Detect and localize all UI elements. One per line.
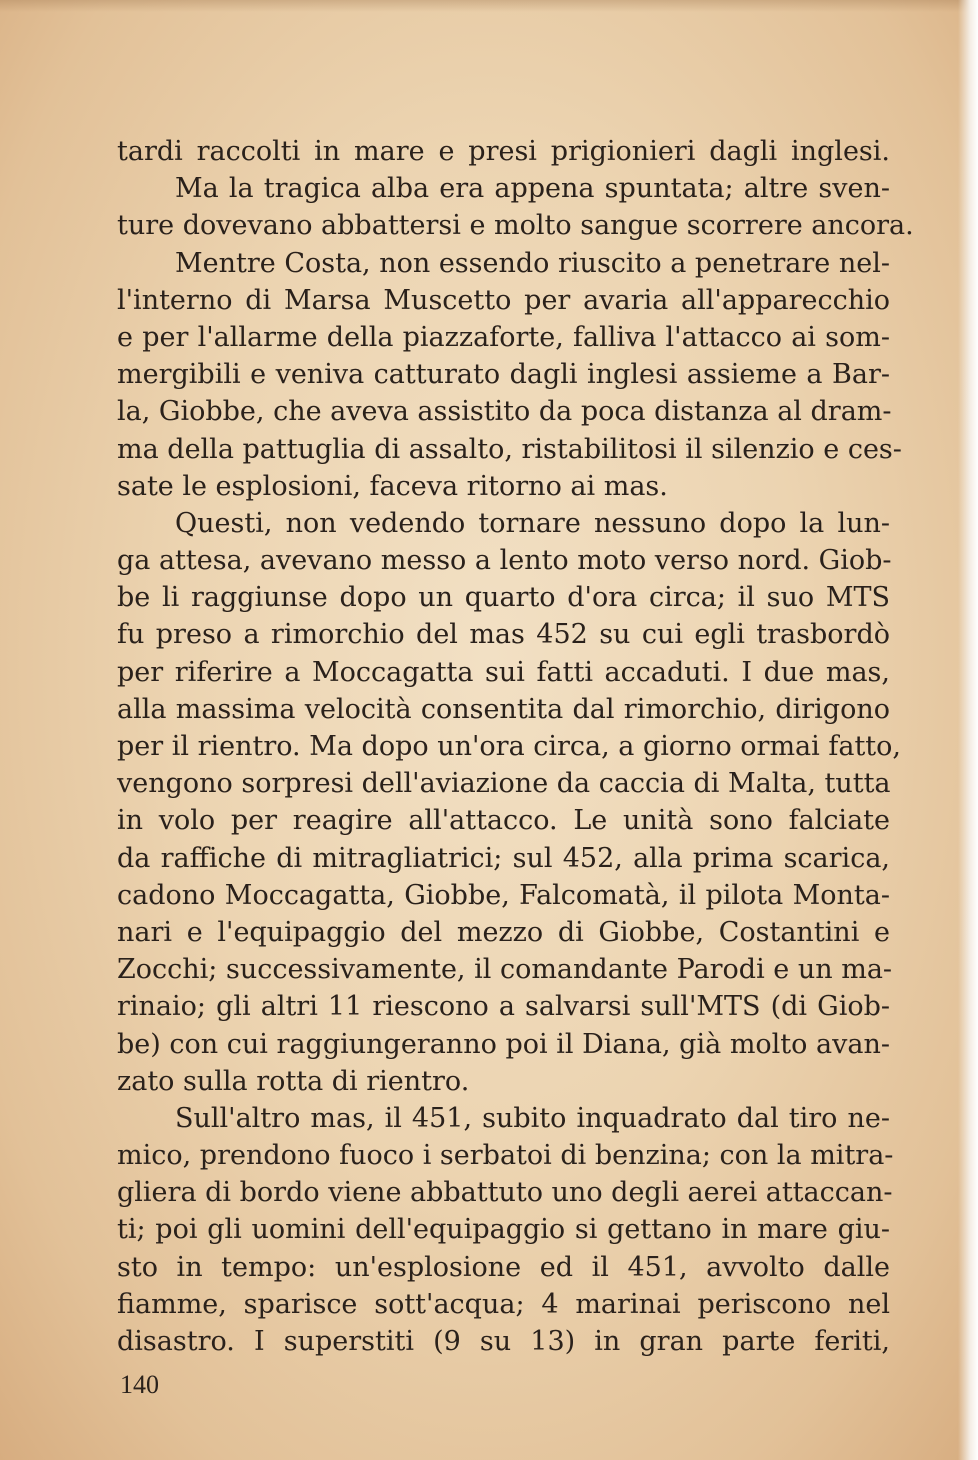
text-line: e per l'allarme della piazzaforte, falliva l'attacco ai som- — [117, 321, 890, 353]
text-line: mergibili e veniva catturato dagli inglesi assieme a Bar- — [117, 359, 890, 391]
text-line: Ma la tragica alba era appena spuntata; altre sven- — [175, 173, 890, 205]
text-line: per riferire a Moccagatta sui fatti accaduti. I due mas, — [117, 656, 890, 688]
text-line: zato sulla rotta di rientro. — [117, 1065, 470, 1097]
page-top-shadow — [0, 0, 978, 12]
text-line: disastro. I superstiti (9 su 13) in gran parte feriti, — [117, 1326, 890, 1357]
text-line: gliera di bordo viene abbattuto uno degli aerei attaccan- — [117, 1177, 893, 1209]
text-line: mico, prendono fuoco i serbatoi di benzina; con la mitra- — [117, 1140, 894, 1172]
text-line: be) con cui raggiungeranno poi il Diana, già molto avan- — [117, 1028, 890, 1060]
text-line: ga attesa, avevano messo a lento moto verso nord. Giob- — [117, 545, 892, 577]
text-line: sto in tempo: un'esplosione ed il 451, avvolto dalle — [117, 1251, 890, 1283]
text-line: ma della pattuglia di assalto, ristabilitosi il silenzio e ces- — [117, 433, 902, 465]
text-line: ti; poi gli uomini dell'equipaggio si gettano in mare giu- — [117, 1214, 890, 1246]
text-line: fu preso a rimorchio del mas 452 su cui egli trasbordò — [117, 619, 890, 651]
text-line: Mentre Costa, non essendo riuscito a penetrare nel- — [175, 247, 890, 279]
text-line: per il rientro. Ma dopo un'ora circa, a giorno ormai fatto, — [117, 731, 901, 762]
text-line: be li raggiunse dopo un quarto d'ora circa; il suo MTS — [117, 582, 890, 614]
text-line: in volo per reagire all'attacco. Le unità sono falciate — [117, 805, 890, 837]
text-line: tardi raccolti in mare e presi prigionieri dagli inglesi. — [117, 136, 890, 167]
text-line: nari e l'equipaggio del mezzo di Giobbe, Costantini e — [117, 916, 890, 948]
page-number: 140 — [120, 1370, 159, 1399]
text-line: alla massima velocità consentita dal rimorchio, dirigono — [117, 693, 890, 725]
text-line: sate le esplosioni, faceva ritorno ai mas. — [117, 470, 668, 502]
text-line: Sull'altro mas, il 451, subito inquadrato dal tiro ne- — [175, 1102, 890, 1134]
text-line: fiamme, sparisce sott'acqua; 4 marinai periscono nel — [117, 1288, 890, 1320]
text-line: l'interno di Marsa Muscetto per avaria all'apparecchio — [117, 284, 890, 316]
text-line: Questi, non vedendo tornare nessuno dopo la lun- — [175, 507, 890, 539]
text-line: vengono sorpresi dell'aviazione da caccia di Malta, tutta — [117, 768, 891, 800]
text-line: cadono Moccagatta, Giobbe, Falcomatà, il pilota Monta- — [117, 879, 890, 911]
text-line: Zocchi; successivamente, il comandante Parodi e un ma- — [117, 954, 893, 986]
text-line: rinaio; gli altri 11 riescono a salvarsi sull'MTS (di Giob- — [117, 991, 890, 1023]
body-text — [117, 133, 914, 1360]
text-line: da raffiche di mitragliatrici; sul 452, alla prima scarica, — [117, 842, 890, 874]
text-line: la, Giobbe, che aveva assistito da poca distanza al dram- — [117, 396, 892, 428]
text-line: ture dovevano abbattersi e molto sangue scorrere ancora. — [117, 210, 914, 242]
page-right-edge — [958, 0, 978, 1460]
